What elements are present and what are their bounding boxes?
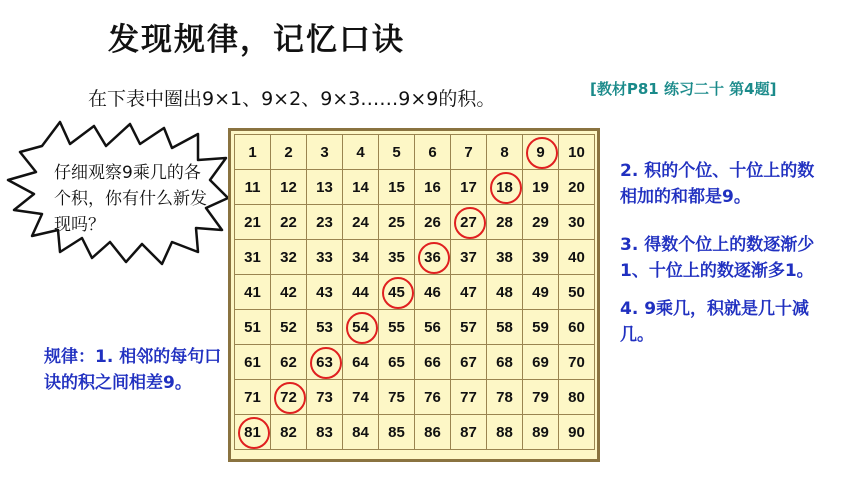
grid-cell[interactable] [343,170,379,205]
grid-cell[interactable] [271,170,307,205]
grid-cell-value: 6 [428,143,437,161]
grid-cell[interactable] [235,380,271,415]
grid-cell[interactable] [451,240,487,275]
grid-cell[interactable] [343,275,379,310]
grid-cell-value: 59 [532,318,549,336]
thought-bubble [2,118,230,268]
grid-cell-value: 63 [316,353,333,371]
grid-cell[interactable] [343,135,379,170]
grid-cell[interactable] [307,170,343,205]
page-title: 发现规律，记忆口诀 [108,22,405,58]
grid-cell-value: 57 [460,318,477,336]
source-reference: [教材P81 练习二十 第4题] [590,80,777,98]
grid-cell-value: 61 [244,353,261,371]
grid-cell[interactable] [307,205,343,240]
grid-cell[interactable] [487,275,523,310]
grid-cell-value: 54 [352,318,369,336]
grid-row [235,380,595,415]
number-grid-frame [228,128,600,462]
grid-cell[interactable] [271,240,307,275]
grid-cell-value: 71 [244,388,261,406]
grid-cell[interactable] [559,275,595,310]
grid-cell[interactable] [343,240,379,275]
grid-cell[interactable] [523,240,559,275]
grid-cell[interactable] [235,205,271,240]
grid-cell[interactable] [235,275,271,310]
grid-cell-value: 25 [388,213,405,231]
grid-cell-value: 34 [352,248,369,266]
grid-cell-value: 39 [532,248,549,266]
grid-cell-value: 58 [496,318,513,336]
grid-cell[interactable] [379,135,415,170]
grid-cell[interactable] [487,415,523,450]
grid-cell-value: 8 [500,143,509,161]
grid-cell[interactable] [343,205,379,240]
grid-cell-value: 76 [424,388,441,406]
grid-cell-value: 82 [280,423,297,441]
grid-cell-value: 52 [280,318,297,336]
grid-row [235,275,595,310]
grid-cell[interactable] [235,135,271,170]
grid-cell-value: 36 [424,248,441,266]
grid-cell[interactable] [451,170,487,205]
grid-cell[interactable] [271,275,307,310]
grid-cell[interactable] [271,345,307,380]
grid-cell[interactable] [379,345,415,380]
grid-cell-value: 32 [280,248,297,266]
grid-cell[interactable] [379,275,415,310]
grid-cell-value: 10 [568,143,585,161]
grid-cell-value: 53 [316,318,333,336]
grid-cell[interactable] [307,310,343,345]
grid-cell-value: 14 [352,178,369,196]
grid-row [235,170,595,205]
grid-cell[interactable] [307,135,343,170]
grid-cell-value: 31 [244,248,261,266]
grid-cell[interactable] [523,380,559,415]
grid-cell-value: 65 [388,353,405,371]
grid-cell[interactable] [235,240,271,275]
grid-cell-value: 17 [460,178,477,196]
grid-cell[interactable] [307,345,343,380]
grid-cell-value: 26 [424,213,441,231]
grid-cell[interactable] [487,240,523,275]
grid-cell[interactable] [487,135,523,170]
grid-cell[interactable] [415,415,451,450]
grid-cell-value: 12 [280,178,297,196]
grid-cell[interactable] [415,345,451,380]
grid-cell[interactable] [343,415,379,450]
grid-cell-value: 2 [284,143,293,161]
grid-cell-value: 66 [424,353,441,371]
grid-cell[interactable] [523,275,559,310]
grid-cell[interactable] [343,310,379,345]
grid-cell-value: 77 [460,388,477,406]
grid-cell-value: 38 [496,248,513,266]
grid-cell-value: 7 [464,143,473,161]
grid-cell-value: 80 [568,388,585,406]
grid-cell[interactable] [235,415,271,450]
grid-cell[interactable] [559,310,595,345]
grid-cell-value: 51 [244,318,261,336]
grid-cell[interactable] [379,415,415,450]
grid-cell-value: 40 [568,248,585,266]
grid-cell-value: 20 [568,178,585,196]
grid-cell[interactable] [523,170,559,205]
grid-cell-value: 84 [352,423,369,441]
grid-cell-value: 79 [532,388,549,406]
grid-cell-value: 1 [248,143,257,161]
grid-cell[interactable] [487,310,523,345]
grid-cell[interactable] [559,380,595,415]
grid-cell[interactable] [235,170,271,205]
notes-panel [620,158,820,370]
grid-cell-value: 70 [568,353,585,371]
grid-cell[interactable] [523,205,559,240]
grid-cell-value: 89 [532,423,549,441]
grid-cell[interactable] [523,345,559,380]
grid-cell-value: 16 [424,178,441,196]
grid-cell-value: 81 [244,423,261,441]
grid-cell-value: 74 [352,388,369,406]
grid-cell-value: 15 [388,178,405,196]
grid-cell[interactable] [379,310,415,345]
number-grid [234,134,595,450]
grid-cell[interactable] [451,205,487,240]
grid-cell-value: 9 [536,143,545,161]
grid-cell-value: 30 [568,213,585,231]
grid-cell[interactable] [379,240,415,275]
grid-row [235,345,595,380]
grid-cell[interactable] [523,310,559,345]
grid-cell-value: 48 [496,283,513,301]
grid-cell[interactable] [451,135,487,170]
grid-cell-value: 90 [568,423,585,441]
grid-cell[interactable] [559,240,595,275]
grid-cell[interactable] [559,135,595,170]
grid-cell-value: 33 [316,248,333,266]
grid-cell[interactable] [307,415,343,450]
grid-cell-value: 3 [320,143,329,161]
grid-cell[interactable] [379,170,415,205]
grid-cell[interactable] [451,380,487,415]
grid-cell[interactable] [451,345,487,380]
grid-cell[interactable] [415,240,451,275]
instruction-text: 在下表中圈出9×1、9×2、9×3……9×9的积。 [88,88,496,110]
grid-cell-value: 35 [388,248,405,266]
grid-cell[interactable] [307,240,343,275]
grid-cell-value: 64 [352,353,369,371]
grid-cell-value: 27 [460,213,477,231]
grid-cell[interactable] [559,415,595,450]
grid-cell-value: 73 [316,388,333,406]
grid-cell-value: 85 [388,423,405,441]
note-item: 4. 9乘几，积就是几十减几。 [620,299,810,345]
grid-row [235,240,595,275]
grid-cell-value: 83 [316,423,333,441]
grid-cell-value: 28 [496,213,513,231]
grid-cell[interactable] [559,205,595,240]
grid-cell[interactable] [307,380,343,415]
grid-cell-value: 11 [244,178,261,196]
grid-cell-value: 60 [568,318,585,336]
grid-cell[interactable] [415,275,451,310]
grid-cell[interactable] [271,310,307,345]
grid-cell-value: 18 [496,178,513,196]
grid-cell[interactable] [451,415,487,450]
grid-cell-value: 69 [532,353,549,371]
grid-cell-value: 67 [460,353,477,371]
grid-cell-value: 86 [424,423,441,441]
grid-cell[interactable] [487,380,523,415]
grid-cell-value: 47 [460,283,477,301]
grid-cell[interactable] [523,415,559,450]
grid-cell-value: 13 [316,178,333,196]
rule-text: 规律：1. 相邻的每句口诀的积之间相差9。 [44,347,222,393]
grid-cell[interactable] [415,135,451,170]
grid-cell-value: 72 [280,388,297,406]
grid-cell[interactable] [451,310,487,345]
note-item: 3. 得数个位上的数逐渐少1、十位上的数逐渐多1。 [620,235,815,281]
grid-cell[interactable] [415,170,451,205]
grid-cell-value: 42 [280,283,297,301]
grid-cell-value: 78 [496,388,513,406]
grid-cell[interactable] [271,415,307,450]
grid-cell[interactable] [451,275,487,310]
grid-cell-value: 55 [388,318,405,336]
grid-cell-value: 4 [356,143,365,161]
grid-cell-value: 23 [316,213,333,231]
grid-cell[interactable] [235,345,271,380]
grid-cell[interactable] [343,345,379,380]
grid-row [235,415,595,450]
grid-cell-value: 62 [280,353,297,371]
grid-cell[interactable] [415,205,451,240]
grid-row [235,205,595,240]
grid-cell[interactable] [271,135,307,170]
grid-cell-value: 29 [532,213,549,231]
grid-cell-value: 5 [392,143,401,161]
grid-cell-value: 22 [280,213,297,231]
grid-cell[interactable] [487,170,523,205]
grid-cell-value: 37 [460,248,477,266]
grid-cell-value: 19 [532,178,549,196]
grid-cell[interactable] [415,380,451,415]
grid-cell-value: 75 [388,388,405,406]
grid-cell-value: 68 [496,353,513,371]
grid-cell[interactable] [487,205,523,240]
grid-row [235,135,595,170]
grid-cell[interactable] [559,345,595,380]
grid-cell[interactable] [307,275,343,310]
note-item: 2. 积的个位、十位上的数相加的和都是9。 [620,161,815,207]
grid-cell-value: 88 [496,423,513,441]
grid-cell-value: 44 [352,283,369,301]
grid-cell-value: 43 [316,283,333,301]
grid-cell-value: 41 [244,283,261,301]
grid-cell[interactable] [487,345,523,380]
grid-cell[interactable] [379,380,415,415]
bubble-text: 仔细观察9乘几的各个积，你有什么新发现吗？ [54,163,207,235]
grid-cell-value: 45 [388,283,405,301]
grid-cell-value: 24 [352,213,369,231]
grid-cell-value: 49 [532,283,549,301]
grid-cell-value: 87 [460,423,477,441]
grid-cell[interactable] [415,310,451,345]
grid-cell[interactable] [271,205,307,240]
grid-cell[interactable] [379,205,415,240]
grid-row [235,310,595,345]
grid-cell[interactable] [523,135,559,170]
grid-cell-value: 21 [244,213,261,231]
grid-cell-value: 56 [424,318,441,336]
grid-cell[interactable] [235,310,271,345]
grid-cell[interactable] [343,380,379,415]
grid-cell-value: 46 [424,283,441,301]
grid-cell[interactable] [559,170,595,205]
grid-cell-value: 50 [568,283,585,301]
grid-cell[interactable] [271,380,307,415]
